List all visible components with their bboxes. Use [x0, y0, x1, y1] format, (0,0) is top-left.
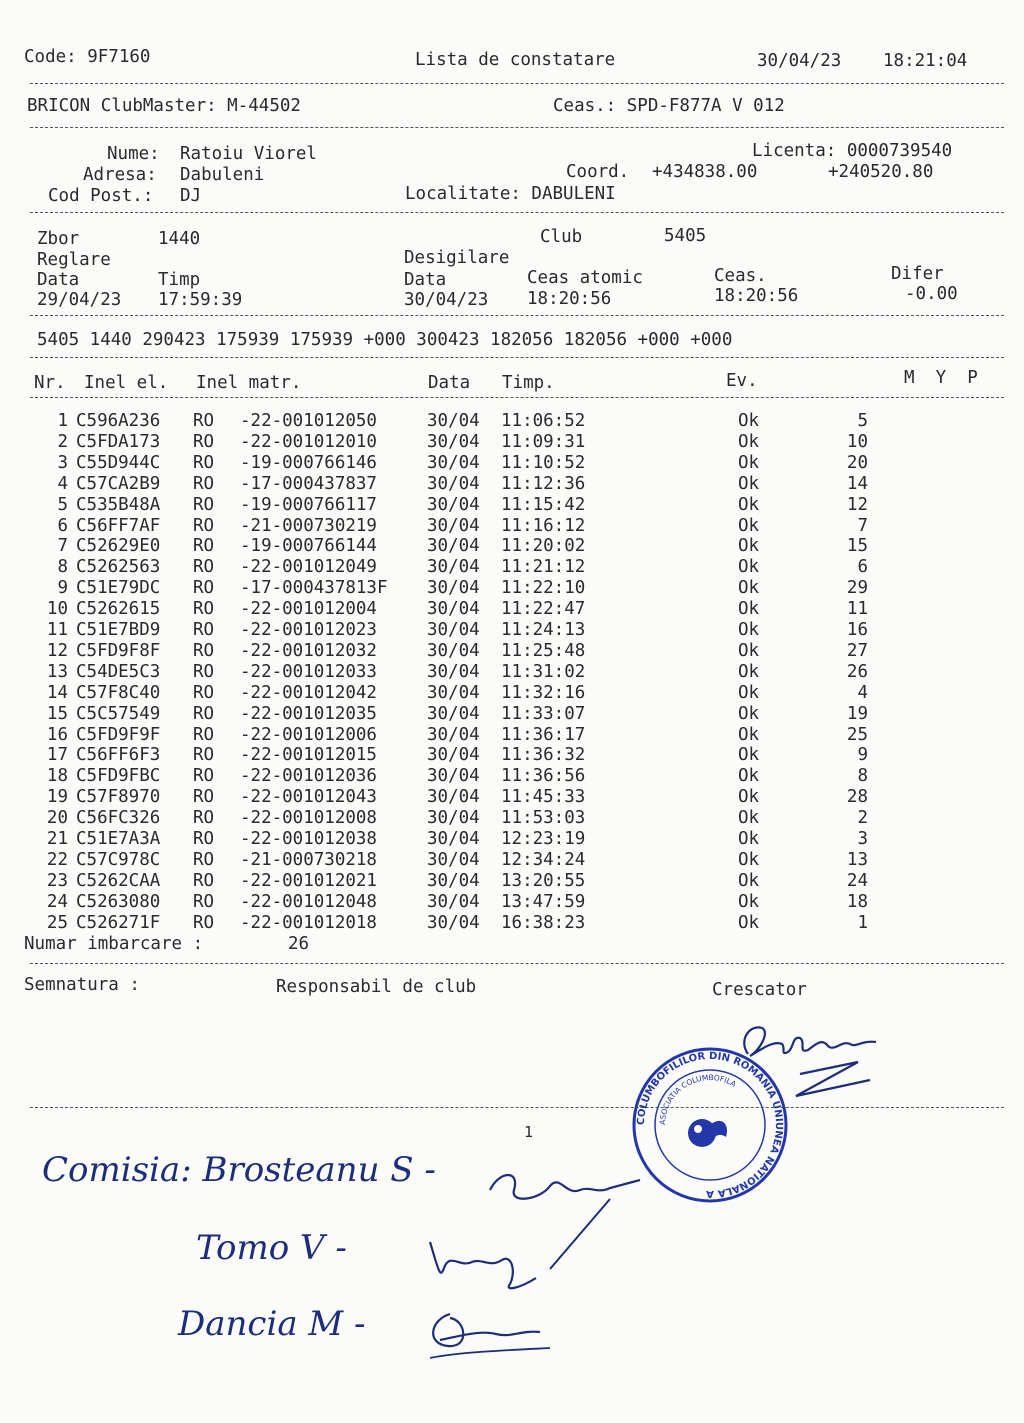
cell-position: 6: [857, 557, 868, 578]
clock-label: Ceas.: [714, 266, 767, 286]
cell-ring-number: -22-001012008: [240, 808, 377, 829]
cell-ring-number: -21-000730219: [240, 515, 377, 536]
cell-time: 11:33:07: [501, 703, 586, 724]
code-label: Code: 9F7160: [24, 47, 151, 67]
cell-ring-number: -22-001012010: [240, 431, 377, 452]
signature-label: Semnatura :: [24, 975, 140, 995]
cell-event: Ok: [738, 515, 760, 536]
cell-event: Ok: [738, 745, 760, 766]
breeder-label: Crescator: [712, 980, 807, 1000]
cell-country: RO: [193, 473, 215, 494]
cell-electronic-ring: C51E7A3A: [76, 829, 161, 849]
table-row: [0, 829, 1024, 850]
table-row: [0, 913, 1024, 934]
cell-position: 3: [857, 829, 868, 849]
cell-event: Ok: [738, 494, 760, 515]
cell-date: 30/04: [427, 745, 480, 766]
cell-position: 4: [857, 682, 868, 703]
cell-position: 16: [846, 620, 868, 640]
cell-position: 27: [846, 640, 868, 661]
cell-position: 19: [846, 703, 868, 724]
col-nr: Nr.: [34, 373, 66, 393]
cell-time: 11:32:16: [501, 682, 586, 703]
table-row: [0, 766, 1024, 787]
cell-event: Ok: [738, 912, 760, 933]
cell-ring-number: -22-001012006: [240, 724, 377, 745]
table-row: [0, 474, 1024, 495]
cell-time: 11:36:32: [501, 745, 586, 766]
cell-time: 11:21:12: [501, 557, 586, 578]
cell-time: 11:25:48: [501, 640, 586, 661]
cell-country: RO: [193, 829, 215, 849]
coord-label: Coord.: [566, 162, 630, 182]
table-row: [0, 745, 1024, 766]
cell-date: 30/04: [427, 620, 480, 640]
cell-position: 12: [846, 494, 868, 515]
coord-x: +434838.00: [652, 162, 758, 182]
cell-electronic-ring: C56FC326: [76, 808, 161, 829]
table-row: [0, 495, 1024, 516]
cell-position: 13: [846, 849, 868, 870]
cell-electronic-ring: C5FD9F9F: [76, 724, 161, 745]
owner-name: Ratoiu Viorel: [180, 144, 317, 164]
cell-electronic-ring: C5FDA173: [76, 431, 161, 452]
cell-electronic-ring: C596A236: [76, 411, 161, 431]
cell-nr: 4: [57, 473, 68, 494]
cell-ring-number: -22-001012023: [240, 620, 377, 640]
boarding-count-label: Numar imbarcare :: [24, 934, 204, 954]
cell-time: 12:34:24: [501, 849, 586, 870]
cell-event: Ok: [738, 599, 760, 620]
cell-event: Ok: [738, 849, 760, 870]
unsealing-label: Desigilare: [404, 248, 510, 268]
postal-code: DJ: [180, 186, 202, 206]
commission-line-3: Dancia M -: [178, 1304, 377, 1344]
cell-date: 30/04: [427, 808, 480, 829]
cell-country: RO: [193, 411, 215, 431]
cell-country: RO: [193, 703, 215, 724]
cell-electronic-ring: C526271F: [76, 912, 161, 933]
commission-line-2: Tomo V -: [196, 1228, 358, 1268]
stamp-outer-text: COLUMBOFILILOR DIN ROMÂNIA UNIUNEA NATIONALA A: [635, 1050, 785, 1199]
cell-nr: 6: [57, 515, 68, 536]
cell-country: RO: [193, 766, 215, 787]
cell-time: 11:09:31: [501, 431, 586, 452]
cell-ring-number: -22-001012033: [240, 661, 377, 682]
col-inel-el: Inel el.: [84, 373, 169, 393]
clubmaster-id: BRICON ClubMaster: M-44502: [27, 96, 301, 116]
table-row: [0, 599, 1024, 620]
cell-position: 14: [846, 473, 868, 494]
cell-country: RO: [193, 870, 215, 891]
pigeon-emblem-icon: [688, 1119, 727, 1147]
cell-event: Ok: [738, 787, 760, 808]
cell-time: 11:45:33: [501, 787, 586, 808]
cell-date: 30/04: [427, 849, 480, 870]
cell-electronic-ring: C535B48A: [76, 494, 161, 515]
date-label-2: Data: [404, 270, 447, 290]
flight-number: 1440: [158, 229, 201, 249]
divider: [30, 315, 1004, 316]
cell-electronic-ring: C5C57549: [76, 703, 161, 724]
cell-event: Ok: [738, 891, 760, 912]
cell-date: 30/04: [427, 411, 480, 431]
col-ev: Ev.: [726, 371, 758, 391]
cell-event: Ok: [738, 829, 760, 849]
raw-code-line: 5405 1440 290423 175939 175939 +000 300423 182056 182056 +000 +000: [37, 330, 733, 350]
cell-date: 30/04: [427, 829, 480, 849]
cell-electronic-ring: C57CA2B9: [76, 473, 161, 494]
cell-country: RO: [193, 891, 215, 912]
stamp-inner-text: ASOCIATIA COLUMBOFILA: [657, 1072, 738, 1126]
cell-date: 30/04: [427, 724, 480, 745]
table-row: [0, 516, 1024, 537]
cell-time: 11:31:02: [501, 661, 586, 682]
cell-country: RO: [193, 515, 215, 536]
cell-date: 30/04: [427, 431, 480, 452]
cell-event: Ok: [738, 431, 760, 452]
col-timp: Timp.: [502, 373, 555, 393]
cell-position: 20: [846, 452, 868, 473]
setting-date: 29/04/23: [37, 290, 122, 310]
cell-date: 30/04: [427, 787, 480, 808]
cell-date: 30/04: [427, 452, 480, 473]
club-responsible-label: Responsabil de club: [276, 977, 477, 997]
cell-position: 10: [846, 431, 868, 452]
cell-date: 30/04: [427, 557, 480, 578]
cell-event: Ok: [738, 640, 760, 661]
cell-nr: 8: [57, 557, 68, 578]
cell-nr: 12: [46, 640, 68, 661]
table-row: [0, 662, 1024, 683]
cell-electronic-ring: C55D944C: [76, 452, 161, 473]
cell-ring-number: -22-001012018: [240, 912, 377, 933]
cell-country: RO: [193, 536, 215, 557]
license-number: Licenta: 0000739540: [752, 141, 953, 161]
cell-country: RO: [193, 661, 215, 682]
cell-event: Ok: [738, 620, 760, 640]
divider: [30, 397, 1004, 398]
cell-country: RO: [193, 557, 215, 578]
cell-electronic-ring: C56FF6F3: [76, 745, 161, 766]
clock-id: Ceas.: SPD-F877A V 012: [553, 96, 785, 116]
cell-time: 11:22:10: [501, 578, 586, 599]
cell-nr: 20: [46, 808, 68, 829]
col-myp: M Y P: [904, 368, 978, 388]
divider: [30, 212, 1004, 213]
atomic-clock-label: Ceas atomic: [527, 268, 643, 288]
cell-nr: 21: [46, 829, 68, 849]
cell-electronic-ring: C5262CAA: [76, 870, 161, 891]
divider: [30, 127, 1004, 128]
cell-time: 11:36:56: [501, 766, 586, 787]
address-label: Adresa:: [83, 165, 157, 185]
cell-event: Ok: [738, 411, 760, 431]
cell-ring-number: -22-001012043: [240, 787, 377, 808]
divider: [30, 1107, 1004, 1108]
boarding-count: 26: [288, 934, 310, 954]
cell-event: Ok: [738, 703, 760, 724]
cell-date: 30/04: [427, 536, 480, 557]
cell-nr: 17: [46, 745, 68, 766]
cell-event: Ok: [738, 724, 760, 745]
cell-nr: 3: [57, 452, 68, 473]
cell-time: 16:38:23: [501, 912, 586, 933]
cell-electronic-ring: C5FD9FBC: [76, 766, 161, 787]
table-row: [0, 683, 1024, 704]
cell-country: RO: [193, 787, 215, 808]
cell-ring-number: -22-001012042: [240, 682, 377, 703]
cell-ring-number: -17-000437813F: [240, 578, 388, 599]
cell-date: 30/04: [427, 870, 480, 891]
cell-electronic-ring: C52629E0: [76, 536, 161, 557]
cell-country: RO: [193, 640, 215, 661]
cell-time: 11:36:17: [501, 724, 586, 745]
cell-country: RO: [193, 452, 215, 473]
date-label: Data: [37, 270, 80, 290]
cell-nr: 18: [46, 766, 68, 787]
document-title: Lista de constatare: [415, 50, 616, 70]
unsealing-date: 30/04/23: [404, 290, 489, 310]
table-row: [0, 620, 1024, 641]
cell-ring-number: -22-001012036: [240, 766, 377, 787]
locality: Localitate: DABULENI: [405, 184, 616, 204]
cell-nr: 25: [46, 912, 68, 933]
coord-y: +240520.80: [828, 162, 934, 182]
cell-event: Ok: [738, 682, 760, 703]
table-row: [0, 892, 1024, 913]
commission-line-1: Comisia: Brosteanu S -: [42, 1150, 447, 1190]
cell-nr: 10: [46, 599, 68, 620]
cell-country: RO: [193, 912, 215, 933]
cell-electronic-ring: C5FD9F8F: [76, 640, 161, 661]
cell-date: 30/04: [427, 766, 480, 787]
cell-position: 25: [846, 724, 868, 745]
cell-nr: 2: [57, 431, 68, 452]
cell-country: RO: [193, 599, 215, 620]
cell-time: 13:20:55: [501, 870, 586, 891]
table-row: [0, 808, 1024, 829]
cell-ring-number: -19-000766117: [240, 494, 377, 515]
cell-event: Ok: [738, 452, 760, 473]
cell-time: 11:15:42: [501, 494, 586, 515]
divider: [30, 963, 1004, 964]
table-row: [0, 432, 1024, 453]
cell-country: RO: [193, 745, 215, 766]
commission-slash-mark: [540, 1195, 620, 1275]
cell-nr: 14: [46, 682, 68, 703]
cell-country: RO: [193, 494, 215, 515]
cell-electronic-ring: C57C978C: [76, 849, 161, 870]
cell-position: 15: [846, 536, 868, 557]
cell-position: 8: [857, 766, 868, 787]
cell-position: 9: [857, 745, 868, 766]
cell-nr: 23: [46, 870, 68, 891]
cell-event: Ok: [738, 808, 760, 829]
cell-country: RO: [193, 620, 215, 640]
cell-time: 11:06:52: [501, 411, 586, 431]
cell-ring-number: -22-001012015: [240, 745, 377, 766]
cell-country: RO: [193, 682, 215, 703]
cell-electronic-ring: C5263080: [76, 891, 161, 912]
cell-date: 30/04: [427, 640, 480, 661]
cell-electronic-ring: C54DE5C3: [76, 661, 161, 682]
table-row: [0, 536, 1024, 557]
table-row: [0, 411, 1024, 432]
cell-event: Ok: [738, 473, 760, 494]
cell-electronic-ring: C56FF7AF: [76, 515, 161, 536]
cell-date: 30/04: [427, 599, 480, 620]
cell-time: 11:53:03: [501, 808, 586, 829]
cell-ring-number: -22-001012049: [240, 557, 377, 578]
print-time: 18:21:04: [883, 51, 968, 71]
cell-ring-number: -21-000730218: [240, 849, 377, 870]
postal-label: Cod Post.:: [48, 186, 154, 206]
divider: [30, 357, 1004, 358]
flight-label: Zbor: [37, 229, 80, 249]
cell-ring-number: -22-001012038: [240, 829, 377, 849]
cell-event: Ok: [738, 870, 760, 891]
cell-position: 24: [846, 870, 868, 891]
table-row: [0, 704, 1024, 725]
cell-event: Ok: [738, 557, 760, 578]
table-row: [0, 578, 1024, 599]
cell-country: RO: [193, 724, 215, 745]
cell-electronic-ring: C57F8970: [76, 787, 161, 808]
table-row: [0, 787, 1024, 808]
cell-nr: 22: [46, 849, 68, 870]
cell-electronic-ring: C51E7BD9: [76, 620, 161, 640]
setting-label: Reglare: [37, 250, 111, 270]
cell-electronic-ring: C5262563: [76, 557, 161, 578]
cell-nr: 13: [46, 661, 68, 682]
cell-electronic-ring: C57F8C40: [76, 682, 161, 703]
cell-electronic-ring: C5262615: [76, 599, 161, 620]
cell-date: 30/04: [427, 703, 480, 724]
cell-nr: 11: [46, 620, 68, 640]
page-number: 1: [524, 1123, 534, 1141]
cell-event: Ok: [738, 766, 760, 787]
cell-nr: 7: [57, 536, 68, 557]
cell-position: 1: [857, 912, 868, 933]
table-row: [0, 453, 1024, 474]
cell-date: 30/04: [427, 891, 480, 912]
cell-ring-number: -19-000766146: [240, 452, 377, 473]
cell-country: RO: [193, 578, 215, 599]
col-data: Data: [428, 373, 471, 393]
cell-time: 11:16:12: [501, 515, 586, 536]
name-label: Nume:: [107, 144, 160, 164]
cell-position: 5: [857, 411, 868, 431]
cell-nr: 19: [46, 787, 68, 808]
cell-nr: 15: [46, 703, 68, 724]
cell-nr: 1: [57, 411, 68, 431]
cell-country: RO: [193, 808, 215, 829]
cell-nr: 9: [57, 578, 68, 599]
unsealing-clock-time: 18:20:56: [714, 286, 799, 306]
svg-text:ASOCIATIA COLUMBOFILA: [658, 1073, 738, 1125]
official-stamp: [630, 1045, 790, 1205]
cell-ring-number: -19-000766144: [240, 536, 377, 557]
cell-ring-number: -17-000437837: [240, 473, 377, 494]
club-label: Club: [540, 227, 583, 247]
cell-event: Ok: [738, 578, 760, 599]
cell-ring-number: -22-001012050: [240, 411, 377, 431]
cell-date: 30/04: [427, 494, 480, 515]
cell-country: RO: [193, 431, 215, 452]
cell-time: 11:20:02: [501, 536, 586, 557]
cell-time: 12:23:19: [501, 829, 586, 849]
cell-time: 11:12:36: [501, 473, 586, 494]
cell-position: 29: [846, 578, 868, 599]
table-row: [0, 557, 1024, 578]
owner-address: Dabuleni: [180, 165, 265, 185]
cell-ring-number: -22-001012032: [240, 640, 377, 661]
commission-signature-2: [420, 1228, 550, 1298]
cell-position: 11: [846, 599, 868, 620]
cell-time: 13:47:59: [501, 891, 586, 912]
commission-signature-3: [420, 1300, 560, 1370]
cell-date: 30/04: [427, 578, 480, 599]
cell-ring-number: -22-001012048: [240, 891, 377, 912]
difference-value: -0.00: [905, 284, 958, 304]
setting-time: 17:59:39: [158, 290, 243, 310]
cell-event: Ok: [738, 536, 760, 557]
table-row: [0, 850, 1024, 871]
cell-event: Ok: [738, 661, 760, 682]
cell-nr: 5: [57, 494, 68, 515]
print-date: 30/04/23: [757, 51, 842, 71]
cell-ring-number: -22-001012021: [240, 870, 377, 891]
col-inel-matr: Inel matr.: [196, 373, 302, 393]
divider: [30, 83, 1004, 84]
cell-time: 11:10:52: [501, 452, 586, 473]
cell-ring-number: -22-001012035: [240, 703, 377, 724]
cell-date: 30/04: [427, 515, 480, 536]
cell-time: 11:22:47: [501, 599, 586, 620]
cell-position: 7: [857, 515, 868, 536]
cell-nr: 16: [46, 724, 68, 745]
cell-position: 2: [857, 808, 868, 829]
time-label: Timp: [158, 270, 201, 290]
cell-country: RO: [193, 849, 215, 870]
cell-electronic-ring: C51E79DC: [76, 578, 161, 599]
cell-date: 30/04: [427, 682, 480, 703]
cell-date: 30/04: [427, 912, 480, 933]
difference-label: Difer: [891, 264, 944, 284]
club-number: 5405: [664, 226, 707, 246]
cell-position: 28: [846, 787, 868, 808]
cell-ring-number: -22-001012004: [240, 599, 377, 620]
table-row: [0, 725, 1024, 746]
cell-position: 18: [846, 891, 868, 912]
cell-date: 30/04: [427, 661, 480, 682]
cell-date: 30/04: [427, 473, 480, 494]
cell-nr: 24: [46, 891, 68, 912]
table-row: [0, 871, 1024, 892]
cell-position: 26: [846, 661, 868, 682]
table-row: [0, 641, 1024, 662]
cell-time: 11:24:13: [501, 620, 586, 640]
unsealing-atomic-time: 18:20:56: [527, 289, 612, 309]
